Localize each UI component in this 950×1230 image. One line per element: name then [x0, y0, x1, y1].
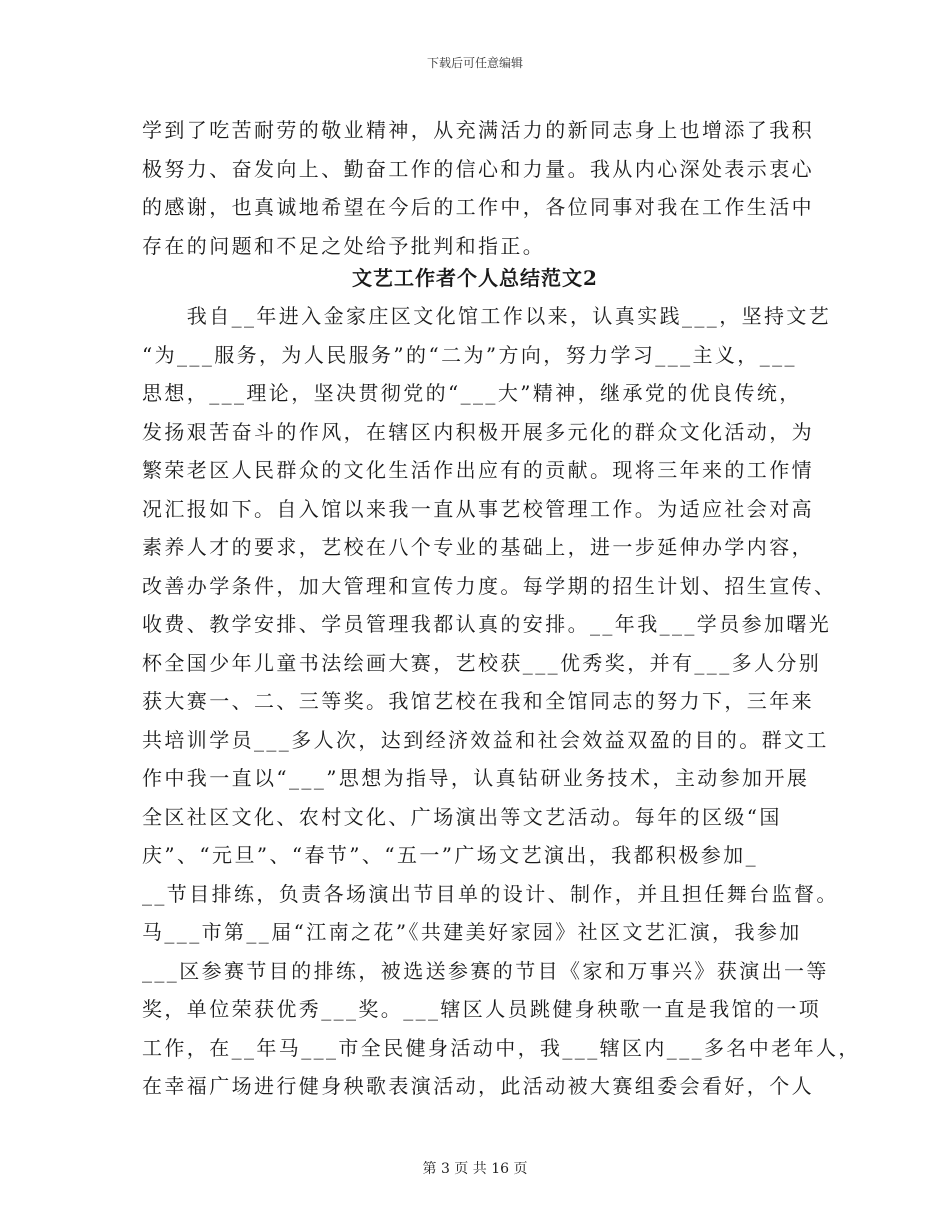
text-line: 况汇报如下。自入馆以来我一直从事艺校管理工作。为适应社会对高 — [142, 496, 814, 521]
text-line: 收费、教学安排、学员管理我都认真的安排。__年我___学员参加曙光 — [142, 612, 832, 636]
paragraph-continuation — [142, 111, 818, 265]
text-line: 工作，在__年马___市全民健身活动中，我___辖区内___多名中老年人， — [142, 1035, 861, 1060]
text-line: 杯全国少年儿童书法绘画大赛，艺校获___优秀奖，并有___多人分别 — [142, 650, 822, 675]
text-line: 存在的问题和不足之处给予批判和指正。 — [142, 233, 546, 258]
text-line: ___区参赛节目的排练，被选送参赛的节目《家和万事兴》获演出一等 — [142, 958, 829, 983]
text-line: 奖，单位荣获优秀___奖。___辖区人员跳健身秧歌一直是我馆的一项 — [142, 997, 822, 1021]
text-line: 全区社区文化、农村文化、广场演出等文艺活动。每年的区级“国 — [142, 804, 782, 829]
page-number: 第 3 页 共 16 页 — [422, 1161, 528, 1177]
page-header-note: 下载后可任意编辑 — [426, 56, 523, 70]
text-line: __节目排练，负责各场演出节目单的设计、制作，并且担任舞台监督。 — [142, 881, 839, 906]
paragraph-body — [142, 297, 861, 1106]
text-line: 共培训学员___多人次，达到经济效益和社会效益双盈的目的。群文工 — [142, 727, 829, 752]
text-line: 学到了吃苦耐劳的敬业精神，从充满活力的新同志身上也增添了我积 — [142, 118, 814, 142]
section-title: 文艺工作者个人总结范文2 — [352, 266, 598, 290]
text-line: 我自__年进入金家庄区文化馆工作以来，认真实践___，坚持文艺 — [142, 304, 832, 328]
text-line: 发扬艰苦奋斗的作风，在辖区内积极开展多元化的群众文化活动，为 — [142, 419, 814, 444]
text-line: 获大赛一、二、三等奖。我馆艺校在我和全馆同志的努力下，三年来 — [142, 689, 814, 713]
text-line: 素养人才的要求，艺校在八个专业的基础上，进一步延伸办学内容， — [142, 535, 814, 559]
text-line: 改善办学条件，加大管理和宣传力度。每学期的招生计划、招生宣传、 — [142, 573, 837, 598]
text-line: 庆”、“元旦”、“春节”、“五一”广场文艺演出，我都积极参加_ — [142, 843, 758, 867]
text-line: 马___市第__届“江南之花”《共建美好家园》社区文艺汇演，我参加 — [142, 920, 802, 944]
text-line: 的感谢，也真诚地希望在今后的工作中，各位同事对我在工作生活中 — [142, 195, 814, 219]
text-line: 繁荣老区人民群众的文化生活作出应有的贡献。现将三年来的工作情 — [142, 458, 814, 482]
text-line: “为___服务，为人民服务”的“二为”方向，努力学习___主义，___ — [142, 342, 797, 367]
text-line: 在幸福广场进行健身秧歌表演活动，此活动被大赛组委会看好，个人 — [142, 1074, 814, 1098]
text-line: 思想，___理论，坚决贯彻党的“___大”精神，继承党的优良传统， — [142, 381, 802, 405]
text-line: 作中我一直以“___”思想为指导，认真钻研业务技术，主动参加开展 — [142, 766, 810, 790]
text-line: 极努力、奋发向上、勤奋工作的信心和力量。我从内心深处表示衷心 — [142, 156, 814, 181]
